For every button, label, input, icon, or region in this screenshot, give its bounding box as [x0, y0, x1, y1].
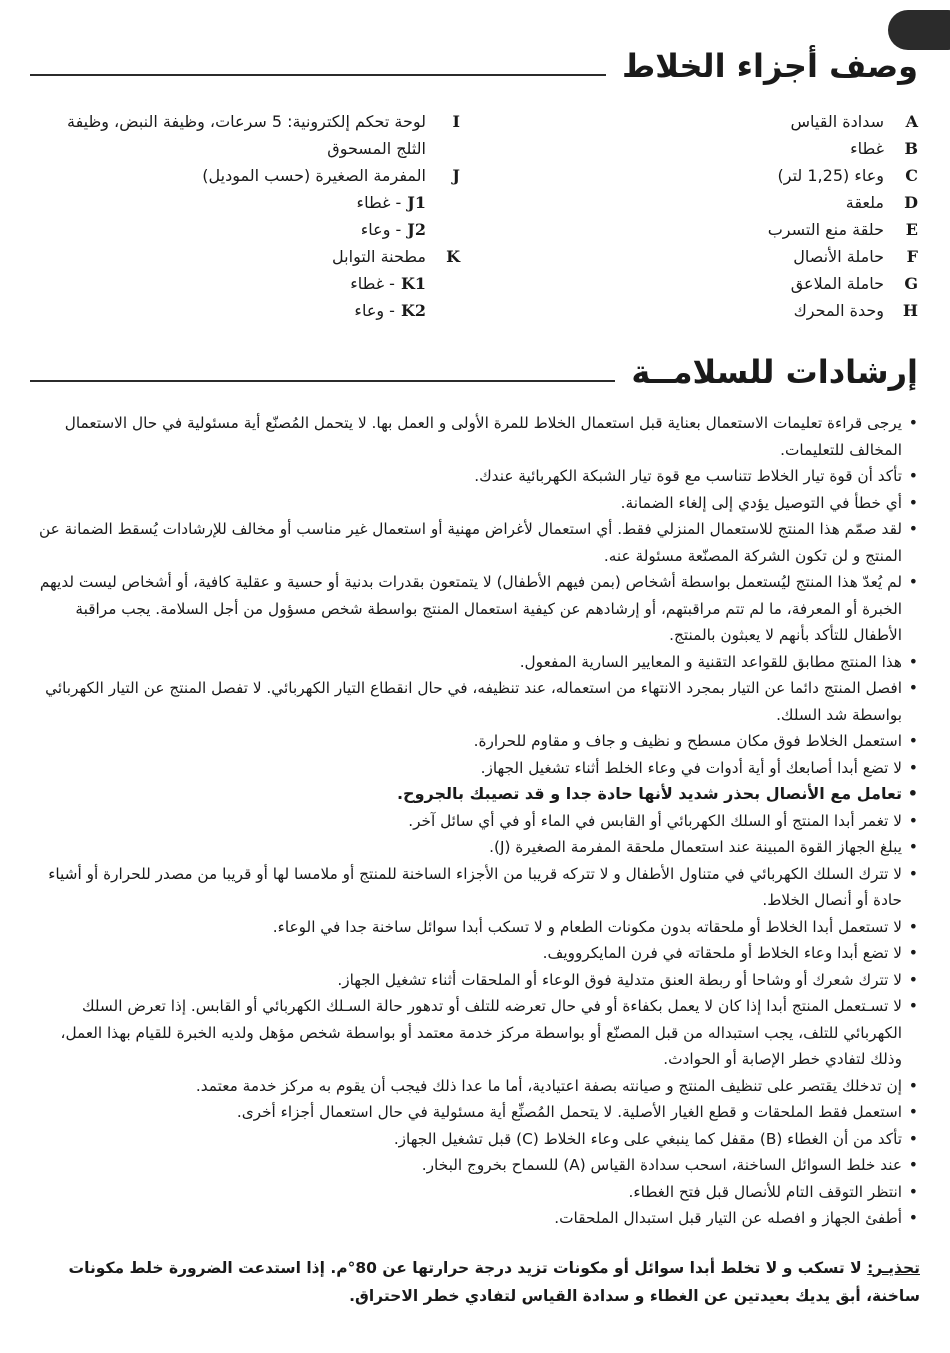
part-desc: المفرمة الصغيرة (حسب الموديل)	[202, 166, 426, 185]
part-item-k1	[40, 270, 460, 297]
safety-section-header	[30, 342, 918, 402]
part-letter: E	[905, 220, 918, 239]
parts-list-a-h	[588, 108, 918, 324]
part-letter: A	[905, 112, 918, 131]
part-item-g	[588, 270, 918, 297]
part-desc: وحدة المحرك	[793, 301, 884, 320]
part-sub-desc: - وعاء	[354, 301, 395, 320]
safety-item: • انتظر التوقف التام للأنصال قبل فتح الغطاء.	[32, 1179, 920, 1206]
parts-list-i-k	[40, 108, 460, 324]
part-item-j	[40, 162, 460, 189]
part-letter: H	[902, 301, 918, 320]
safety-item: • إن تدخلك يقتصر على تنظيف المنتج و صيانته بصفة اعتيادية، أما ما عدا ذلك فيجب أن يقوم به مركز خدمة معتمد.	[32, 1073, 920, 1100]
part-sub-desc: - وعاء	[360, 220, 402, 239]
safety-item: • هذا المنتج مطابق للقواعد التقنية و المعايير السارية المفعول.	[32, 649, 920, 676]
part-letter: I	[452, 112, 460, 131]
safety-item: • لا تستعمل أبدا الخلاط أو ملحقاته بدون مكونات الطعام و لا تسكب أبدا سوائل ساخنة جدا في الوعاء.	[32, 914, 920, 941]
part-letter: D	[904, 193, 918, 212]
safety-item: • أطفئ الجهاز و افصله عن التيار قبل استبدال الملحقات.	[32, 1205, 920, 1232]
parts-title-rule	[30, 74, 606, 76]
part-item-e	[588, 216, 918, 243]
part-sub-code: K1	[400, 274, 426, 293]
part-sub-desc: - غطاء	[356, 193, 402, 212]
part-item-j1	[40, 189, 460, 216]
safety-item: • لقد صمّم هذا المنتج للاستعمال المنزلي فقط. أي استعمال لأغراض مهنية أو استعمال غير مناسب أو مخالف للإرشادات يُسقط الضمانة عن المنتج و لن تكون الشركة المصنّعة مسئولة عنه.	[32, 516, 920, 569]
part-letter: B	[904, 139, 918, 158]
safety-item: • أي خطأ في التوصيل يؤدي إلى إلغاء الضمانة.	[32, 490, 920, 517]
part-desc: لوحة تحكم إلكترونية: 5 سرعات، وظيفة النبض، وظيفة الثلج المسحوق	[67, 112, 426, 158]
part-desc: وعاء (1,25 لتر)	[777, 166, 884, 185]
warning-label: تحذيـر:	[867, 1258, 920, 1277]
part-desc: حاملة الأنصال	[793, 247, 884, 266]
safety-title-rule	[30, 380, 615, 382]
part-desc: حلقة منع التسرب	[767, 220, 884, 239]
part-letter: J	[452, 166, 460, 185]
safety-item-blades-warning: • تعامل مع الأنصال بحذر شديد لأنها حادة جدا و قد تصيبك بالجروح.	[32, 781, 920, 808]
safety-item: • لا تسـتعمل المنتج أبدا إذا كان لا يعمل بكفاءة أو في حال تعرضه للتلف أو تدهور حالة السـلك الكهربائي أو القابس. إذا تعرض السلك الكهربائي للتلف، يجب استبداله من قبل المصنّع أو بواسطة مركز خدمة معتمد أو بواسطة شخص مؤهل ولديه الخبرة للقيام بهذا العمل، وذلك لتفادي خطر الإصابة أو الحوادث.	[32, 993, 920, 1073]
part-sub-code: J1	[407, 193, 426, 212]
safety-item: • لا تترك شعرك أو وشاحا أو ربطة العنق متدلية فوق الوعاء أو الملحقات أثناء تشغيل الجهاز.	[32, 967, 920, 994]
part-item-a	[588, 108, 918, 135]
warning-text: لا تسكب و لا تخلط أبدا سوائل أو مكونات تزيد درجة حرارتها عن 80°م. إذا استدعت الضرورة خلط مكونات ساخنة، أبق يديك بعيدتين عن الغطاء و سدادة القياس لتفادي خطر الاحتراق.	[68, 1258, 920, 1305]
safety-item: • استعمل فقط الملحقات و قطع الغيار الأصلية. لا يتحمل المُصنِّع أية مسئولية في حال استعمال أجزاء أخرى.	[32, 1099, 920, 1126]
part-item-i	[40, 108, 460, 162]
parts-section-title: وصف أجزاء الخلاط	[621, 47, 918, 85]
safety-item: • لا تضع أبدا أصابعك أو أية أدوات في وعاء الخلط أثناء تشغيل الجهاز.	[32, 755, 920, 782]
safety-item: • لا تترك السلك الكهربائي في متناول الأطفال و لا تتركه قريبا من الأجزاء الساخنة للمنتج أو ملامسا لها أو قريبا من مصدر للحرارة أو أشياء حادة أو أنصال الخلاط.	[32, 861, 920, 914]
part-sub-code: J2	[407, 220, 426, 239]
part-desc: سدادة القياس	[790, 112, 884, 131]
part-letter: K	[446, 247, 460, 266]
part-item-j2	[40, 216, 460, 243]
parts-section-header	[30, 36, 918, 96]
part-letter: G	[904, 274, 918, 293]
safety-instructions-list	[32, 410, 920, 1232]
part-item-h	[588, 297, 918, 324]
safety-item: • لا تغمر أبدا المنتج أو السلك الكهربائي أو القابس في الماء أو في أي سائل آخر.	[32, 808, 920, 835]
part-letter: F	[906, 247, 918, 266]
safety-item: • تأكد من أن الغطاء (B) مقفل كما ينبغي على وعاء الخلاط (C) قبل تشغيل الجهاز.	[32, 1126, 920, 1153]
part-item-k	[40, 243, 460, 270]
safety-item: • عند خلط السوائل الساخنة، اسحب سدادة القياس (A) للسماح بخروج البخار.	[32, 1152, 920, 1179]
safety-item: • لا تضع أبدا وعاء الخلاط أو ملحقاته في فرن المايكروويف.	[32, 940, 920, 967]
safety-item: • يبلغ الجهاز القوة المبينة عند استعمال ملحقة المفرمة الصغيرة (J).	[32, 834, 920, 861]
hot-liquid-warning	[32, 1254, 920, 1310]
part-letter: C	[905, 166, 918, 185]
safety-item: • يرجى قراءة تعليمات الاستعمال بعناية قبل استعمال الخلاط للمرة الأولى و العمل بها. لا يتحمل المُصنّع أية مسئولية في حال الاستعمال المخالف للتعليمات.	[32, 410, 920, 463]
part-desc: ملعقة	[845, 193, 884, 212]
safety-item: • استعمل الخلاط فوق مكان مسطح و نظيف و جاف و مقاوم للحرارة.	[32, 728, 920, 755]
part-desc: غطاء	[850, 139, 884, 158]
part-item-c	[588, 162, 918, 189]
safety-item: • تأكد أن قوة تيار الخلاط تتناسب مع قوة تيار الشبكة الكهربائية عندك.	[32, 463, 920, 490]
part-desc: حاملة الملاعق	[790, 274, 884, 293]
part-desc: مطحنة التوابل	[332, 247, 426, 266]
safety-item: • افصل المنتج دائما عن التيار بمجرد الانتهاء من استعماله، عند تنظيفه، في حال انقطاع التيار الكهربائي. لا تفصل المنتج عن التيار الكهربائي بواسطة شد السلك.	[32, 675, 920, 728]
part-item-k2	[40, 297, 460, 324]
safety-section-title: إرشادات للسلامــة	[631, 353, 918, 391]
safety-item: • لم يُعدّ هذا المنتج ليُستعمل بواسطة أشخاص (بمن فيهم الأطفال) لا يتمتعون بقدرات بدنية أو حسية و عقلية كافية، أو أشخاص ليست لديهم الخبرة أو المعرفة، ما لم تتم مراقبتهم، أو إرشادهم عن كيفية استعمال المنتج بواسطة شخص مسؤول من أجل السلامة. يجب مراقبة الأطفال للتأكد بأنهم لا يعبثون بالمنتج.	[32, 569, 920, 649]
part-item-b	[588, 135, 918, 162]
part-sub-code: K2	[400, 301, 426, 320]
part-sub-desc: - غطاء	[350, 274, 395, 293]
part-item-d	[588, 189, 918, 216]
part-item-f	[588, 243, 918, 270]
